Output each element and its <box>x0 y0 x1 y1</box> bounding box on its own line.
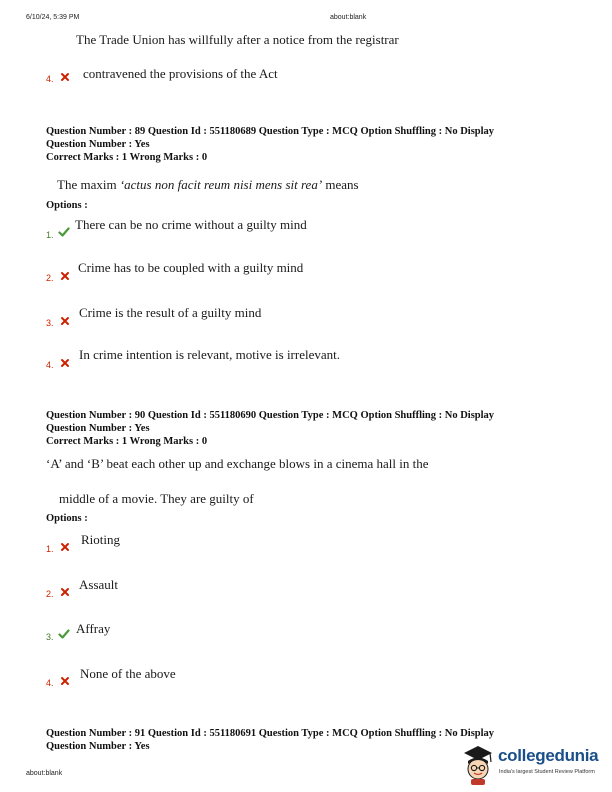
logo-wordmark: collegedunia <box>498 746 599 765</box>
option-number: 4. <box>46 678 54 688</box>
option-text: Rioting <box>81 532 121 547</box>
option-text: Affray <box>76 621 111 636</box>
question-maxim: ‘actus non facit reum nisi mens sit rea’ <box>119 177 323 192</box>
option-number: 1. <box>46 544 54 554</box>
graduate-mascot-icon <box>458 742 496 786</box>
option-text: Crime is the result of a guilty mind <box>79 305 262 320</box>
collegedunia-logo <box>458 742 608 788</box>
correct-check-icon <box>58 226 70 238</box>
option-number: 4. <box>46 360 54 370</box>
logo-tagline: India's largest Student Review Platform <box>499 769 595 775</box>
question-90-text-line1: ‘A’ and ‘B’ beat each other up and exchange blows in a cinema hall in the <box>46 456 429 471</box>
print-datetime: 6/10/24, 5:39 PM <box>26 14 80 21</box>
question-90-text-line2: middle of a movie. They are guilty of <box>59 491 254 506</box>
wrong-cross-icon <box>59 71 71 83</box>
option-text: There can be no crime without a guilty mind <box>75 217 307 232</box>
option-text: None of the above <box>80 666 176 681</box>
question-text-prefix: The maxim <box>57 177 120 192</box>
question-marks-line: Correct Marks : 1 Wrong Marks : 0 <box>46 152 208 163</box>
option-number: 3. <box>46 632 54 642</box>
previous-question-text: The Trade Union has willfully after a notice from the registrar <box>76 32 399 47</box>
question-meta-line: Question Number : 89 Question Id : 551180689 Question Type : MCQ Option Shuffling : No Display <box>46 126 495 137</box>
options-label: Options : <box>46 200 88 211</box>
wrong-cross-icon <box>59 315 71 327</box>
option-text: In crime intention is relevant, motive is irrelevant. <box>79 347 341 362</box>
option-text: contravened the provisions of the Act <box>83 66 278 81</box>
option-number: 3. <box>46 318 54 328</box>
question-89-meta <box>46 125 494 164</box>
wrong-cross-icon <box>59 675 71 687</box>
question-meta-line: Question Number : 91 Question Id : 551180691 Question Type : MCQ Option Shuffling : No Display <box>46 728 495 739</box>
question-meta-line: Question Number : Yes <box>46 423 150 434</box>
print-url: about:blank <box>330 14 367 21</box>
footer-url: about:blank <box>26 770 63 777</box>
option-number: 2. <box>46 273 54 283</box>
option-number: 4. <box>46 74 54 84</box>
wrong-cross-icon <box>59 586 71 598</box>
question-meta-line: Question Number : Yes <box>46 139 150 150</box>
question-meta-line: Question Number : 90 Question Id : 551180690 Question Type : MCQ Option Shuffling : No Display <box>46 410 495 421</box>
wrong-cross-icon <box>59 270 71 282</box>
wrong-cross-icon <box>59 357 71 369</box>
option-number: 1. <box>46 230 54 240</box>
option-text: Assault <box>79 577 118 592</box>
question-91-meta <box>46 727 494 753</box>
wrong-cross-icon <box>59 541 71 553</box>
option-text: Crime has to be coupled with a guilty mind <box>78 260 304 275</box>
question-90-meta <box>46 409 494 448</box>
question-text-suffix: means <box>322 177 359 192</box>
question-89-text <box>57 177 359 193</box>
question-meta-line: Question Number : Yes <box>46 741 150 752</box>
correct-check-icon <box>58 628 70 640</box>
options-label: Options : <box>46 513 88 524</box>
question-marks-line: Correct Marks : 1 Wrong Marks : 0 <box>46 436 208 447</box>
option-number: 2. <box>46 589 54 599</box>
